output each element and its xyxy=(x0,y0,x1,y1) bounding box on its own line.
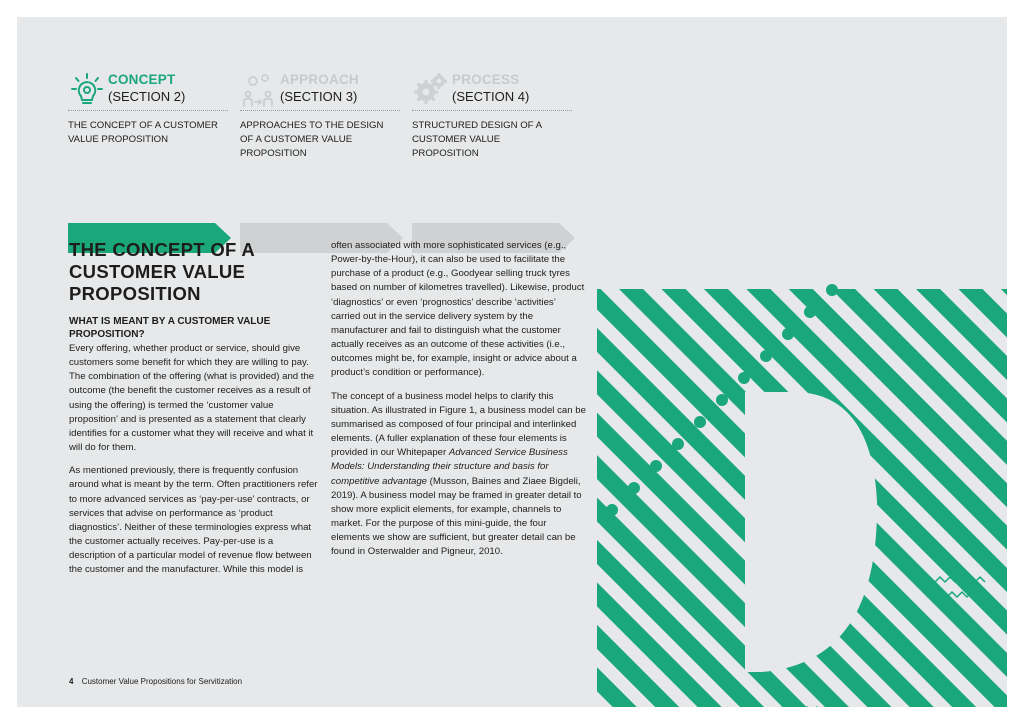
tab-description: THE CONCEPT OF A CUSTOMER VALUE PROPOSITION xyxy=(68,120,218,145)
page-footer xyxy=(69,677,242,686)
people-gears-icon xyxy=(240,72,278,108)
tab-approach[interactable] xyxy=(240,72,400,161)
page-number: 4 xyxy=(69,677,74,686)
tab-concept-header xyxy=(68,72,228,111)
tab-process[interactable] xyxy=(412,72,572,161)
tab-name: APPROACH xyxy=(280,72,359,87)
paragraph xyxy=(331,390,586,560)
body-column-right xyxy=(331,239,586,568)
tab-section: (SECTION 2) xyxy=(108,89,186,104)
tab-description: STRUCTURED DESIGN OF A CUSTOMER VALUE PROPOSITION xyxy=(412,120,542,159)
whitepaper-title: Advanced Service Business Models: Understanding their structure and basis for competitive advantage xyxy=(331,447,568,487)
tab-process-header xyxy=(412,72,572,111)
tab-approach-header xyxy=(240,72,400,111)
paragraph-text: The concept of a business model helps to clarify this situation. As illustrated in Figure 1, a business model can be summarised as composed of four principal and interlinked elements. (A fuller explanation of these four elements is provided in our Whitepaper xyxy=(331,390,586,459)
paragraph: often associated with more sophisticated services (e.g., Power-by-the-Hour), it can also be used to facilitate the purchase of a product (e.g., Goodyear selling truck tyres based on number of kilometres travelled). Likewise, product ‘diagnostics’ or even ‘prognostics’ describe ‘activities’ carried out in the service delivery system by the manufacturer and fail to distinguish what the customer actually receives as an outcome of these activities (i.e., outcomes might be, for example, insight or advice about a product’s condition or performance). xyxy=(331,240,585,379)
page-title: THE CONCEPT OF A CUSTOMER VALUE PROPOSITION xyxy=(69,239,255,304)
body-column-left xyxy=(69,342,319,587)
tab-description: APPROACHES TO THE DESIGN OF A CUSTOMER VALUE PROPOSITION xyxy=(240,120,384,159)
tab-section: (SECTION 4) xyxy=(452,89,530,104)
footer-title: Customer Value Propositions for Servitization xyxy=(81,677,243,686)
document-page xyxy=(17,17,1007,707)
tab-name: PROCESS xyxy=(452,72,520,87)
lightbulb-gear-icon xyxy=(68,72,106,108)
tab-name: CONCEPT xyxy=(108,72,176,87)
tab-section: (SECTION 3) xyxy=(280,89,358,104)
paragraph: Every offering, whether product or service, should give customers some benefit for which they are willing to pay. The combination of the offering (what is provided) and the outcome (the benefit the customer receives as a result of using the offering) is termed the ‘customer value proposition’ and is presented as a statement that clearly identifies for a customer what they will receive and what it will do for them. xyxy=(69,343,315,454)
section-navigation xyxy=(68,72,588,212)
paragraph: As mentioned previously, there is frequently confusion around what is meant by the term. Often practitioners refer to more advanced services as ‘pay-per-use’ contracts, or services that advise on performance as ‘product diagnostics’. Neither of these terminologies express what the customer actually receives. Pay-per-use is a description of a particular model of revenue flow between the customer and the manufacturer. While this model is xyxy=(69,465,318,576)
decorative-d-letter-graphic xyxy=(597,267,1007,707)
paragraph-text: (Musson, Baines and Ziaee Bigdeli, 2019). A business model may be framed in greater detail to show more explicit elements, for example, channels to market. For the purpose of this mini-guide, the four elements we show are sufficient, but greater detail can be found in Osterwalder and Pigneur, 2010. xyxy=(331,475,582,558)
gears-icon xyxy=(412,72,450,108)
tab-concept[interactable] xyxy=(68,72,228,147)
section-subheading: WHAT IS MEANT BY A CUSTOMER VALUE PROPOSITION? xyxy=(69,316,271,340)
